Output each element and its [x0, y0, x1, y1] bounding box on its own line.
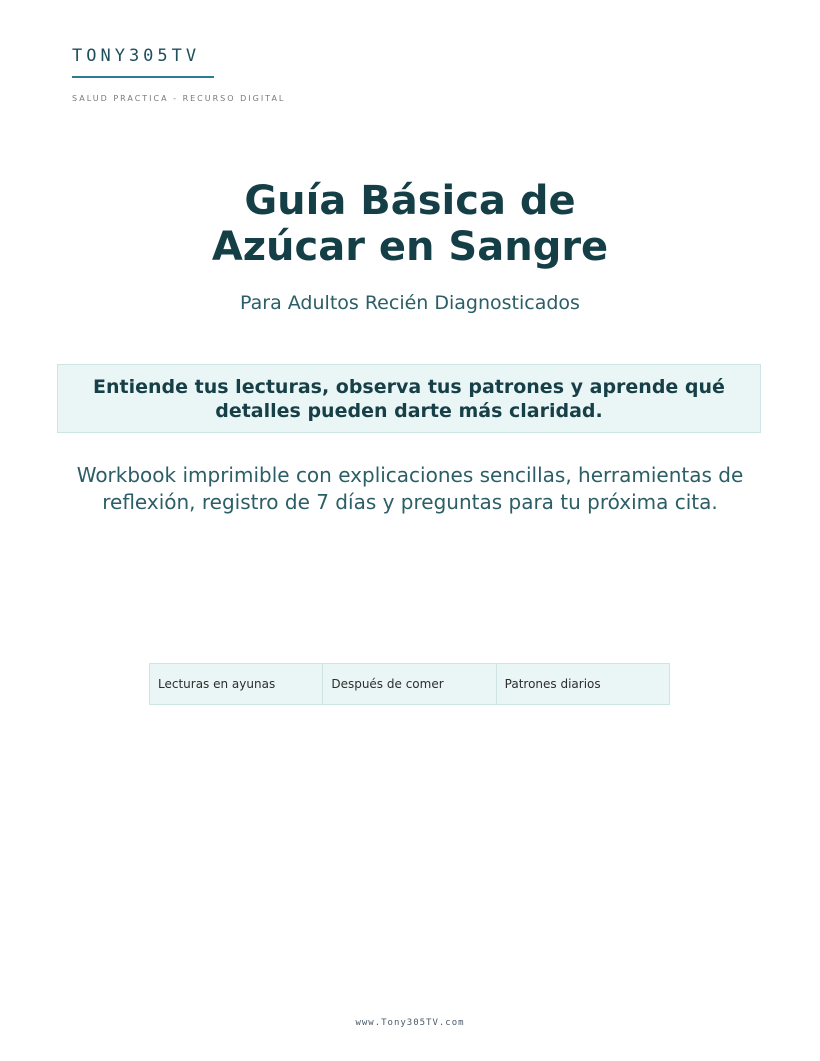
brand-underline	[72, 76, 214, 78]
tagline: SALUD PRACTICA - RECURSO DIGITAL	[72, 94, 286, 103]
topic-cell: Patrones diarios	[504, 677, 601, 691]
page-subtitle: Para Adultos Recién Diagnosticados	[240, 292, 580, 314]
description-line-2: reflexión, registro de 7 días y preguntas para tu próxima cita.	[102, 490, 718, 514]
highlight-line-1: Entiende tus lecturas, observa tus patrones y aprende qué	[93, 375, 725, 398]
topics-table	[149, 663, 670, 705]
highlight-line-2: detalles pueden darte más claridad.	[215, 399, 603, 422]
brand-logo: TONY305TV	[72, 46, 201, 66]
footer-website: www.Tony305TV.com	[355, 1018, 465, 1028]
page-title-line-1: Guía Básica de	[244, 178, 576, 224]
page-title-line-2: Azúcar en Sangre	[211, 224, 609, 270]
description-line-1: Workbook imprimible con explicaciones sencillas, herramientas de	[76, 463, 744, 487]
topic-cell: Después de comer	[323, 664, 496, 704]
highlight-box	[57, 364, 761, 433]
topic-cell: Lecturas en ayunas	[150, 664, 323, 704]
